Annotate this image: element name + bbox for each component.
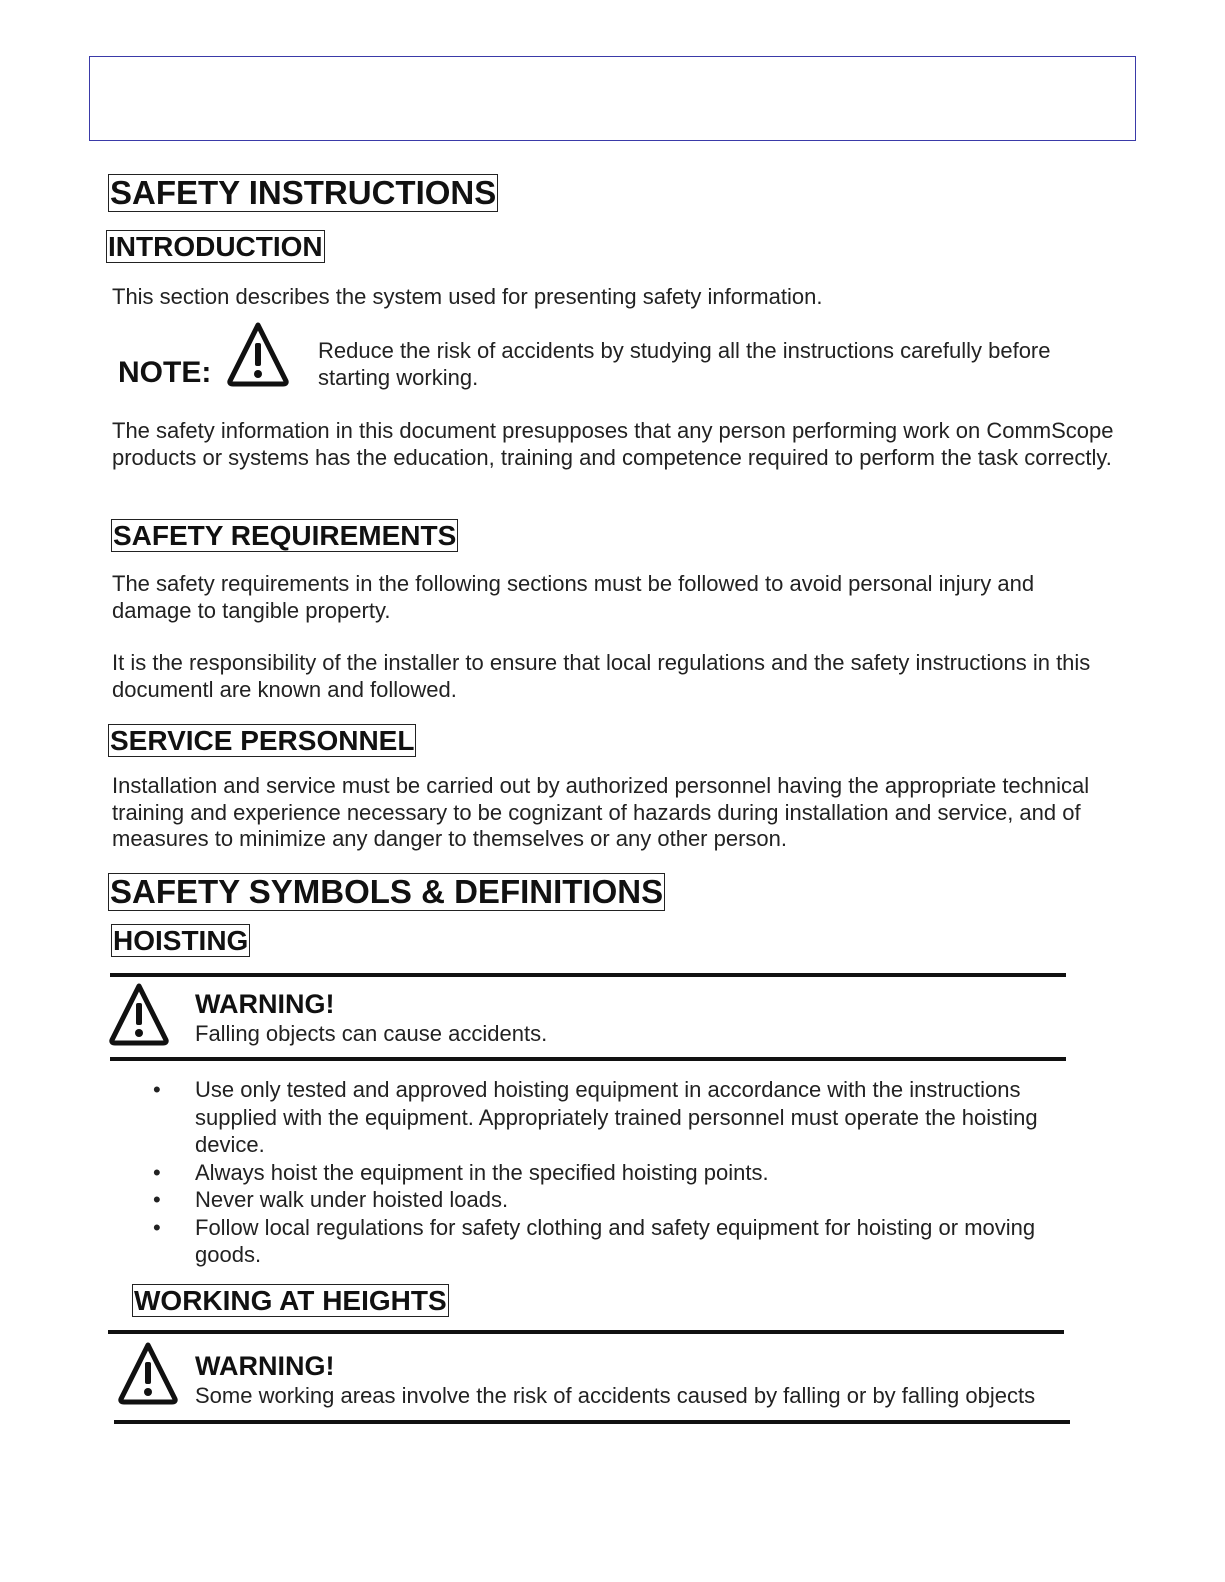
introduction-body-text: The safety information in this document presupposes that any person performing work on CommScope products or systems has the education, training and competence required to perform the task correctly. [112, 418, 1114, 470]
section-title-safety-symbols: SAFETY SYMBOLS & DEFINITIONS [110, 873, 664, 910]
section-title-safety-instructions: SAFETY INSTRUCTIONS [110, 174, 497, 211]
warning-triangle-icon [117, 1341, 179, 1405]
service-personnel-text: Installation and service must be carried out by authorized personnel having the appropriate technical training and experience necessary to be cognizant of hazards during installation and service, and of measures to minimize any danger to themselves or any other person. [112, 773, 1090, 851]
heading-hoisting: HOISTING [113, 925, 249, 956]
heading-service-personnel: SERVICE PERSONNEL [110, 725, 415, 756]
warning-title: WARNING! [195, 989, 335, 1019]
warning-triangle-icon [226, 321, 290, 387]
warning-text: Falling objects can cause accidents. [195, 1021, 548, 1046]
safety-requirements-text-2: It is the responsibility of the installer to ensure that local regulations and the safety instructions in this documentl are known and followed. [112, 650, 1091, 702]
warning-rule-top [110, 973, 1066, 977]
warning-text: Some working areas involve the risk of accidents caused by falling or by falling objects [195, 1383, 1036, 1408]
warning-rule-top [108, 1330, 1064, 1334]
heading-introduction: INTRODUCTION [108, 231, 323, 262]
list-item: • Always hoist the equipment in the specified hoisting points. [111, 1159, 1071, 1187]
note-text: Reduce the risk of accidents by studying all the instructions carefully before starting working. [318, 338, 1051, 390]
page-header-box [89, 56, 1136, 141]
list-item: • Use only tested and approved hoisting equipment in accordance with the instructions supplied with the equipment. Appropriately trained personnel must operate the hoisting device. [111, 1076, 1071, 1159]
list-item: • Never walk under hoisted loads. [111, 1186, 1071, 1214]
warning-rule-bottom [114, 1420, 1070, 1424]
warning-triangle-icon [108, 982, 170, 1046]
heading-working-at-heights: WORKING AT HEIGHTS [134, 1285, 447, 1316]
hoisting-bullet-list [111, 1076, 1071, 1269]
warning-rule-bottom [110, 1057, 1066, 1061]
heading-safety-requirements: SAFETY REQUIREMENTS [113, 520, 457, 551]
list-item: • Follow local regulations for safety clothing and safety equipment for hoisting or moving goods. [111, 1214, 1071, 1269]
warning-title: WARNING! [195, 1351, 335, 1381]
safety-requirements-text-1: The safety requirements in the following sections must be followed to avoid personal injury and damage to tangible property. [112, 571, 1035, 623]
note-label: NOTE: [118, 356, 212, 389]
intro-text: This section describes the system used for presenting safety information. [112, 284, 823, 309]
